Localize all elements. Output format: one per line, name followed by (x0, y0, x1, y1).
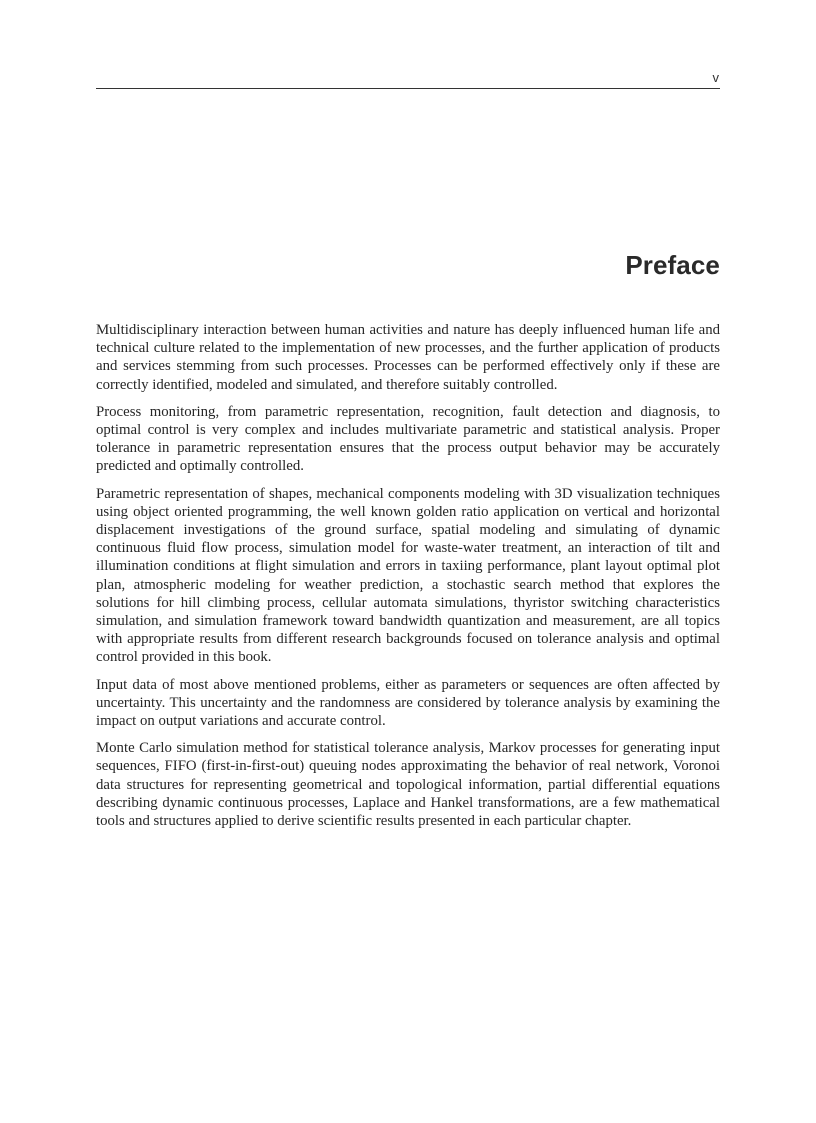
body-text (96, 321, 720, 839)
paragraph: Multidisciplinary interaction between human activities and nature has deeply influenced human life and technical culture related to the implementation of new processes, and the further application of products and services stemming from such processes. Processes can be performed effectively only if these are correctly identified, modeled and simulated, and therefore suitably controlled. (96, 322, 720, 393)
paragraph: Monte Carlo simulation method for statistical tolerance analysis, Markov processes for generating input sequences, FIFO (first-in-first-out) queuing nodes approximating the behavior of real network, Voronoi data structures for representing geometrical and topological information, partial differential equations describing dynamic continuous processes, Laplace and Hankel transformations, are a few mathematical tools and structures applied to derive scientific results presented in each particular chapter. (96, 740, 720, 830)
paragraph: Process monitoring, from parametric representation, recognition, fault detection and diagnosis, to optimal control is very complex and includes multivariate parametric and statistical analysis. Proper tolerance in parametric representation ensures that the process output behavior may be accurately predicted and optimally controlled. (96, 403, 720, 475)
paragraph: Input data of most above mentioned problems, either as parameters or sequences are often affected by uncertainty. This uncertainty and the randomness are considered by tolerance analysis by examining the impact on output variations and accurate control. (96, 676, 720, 730)
paragraph: Parametric representation of shapes, mechanical components modeling with 3D visualization techniques using object oriented programming, the well known golden ratio application on vertical and horizontal displacement investigations of the ground surface, spatial modeling and simulating of dynamic continuous fluid flow process, simulation model for waste-water treatment, an interaction of tilt and illumination conditions at flight simulation and errors in taxiing performance, plant layout optimal plot plan, atmospheric modeling for weather prediction, a stochastic search method that explores the solutions for hill climbing process, cellular automata simulations, thyristor switching characteristics simulation, and simulation framework toward bandwidth quantization and measurement, are all topics with appropriate results from different research backgrounds focused on tolerance analysis and optimal control provided in this book. (96, 485, 720, 666)
page-number: v (712, 70, 719, 85)
chapter-title: Preface (625, 250, 720, 280)
header-rule (96, 88, 720, 89)
